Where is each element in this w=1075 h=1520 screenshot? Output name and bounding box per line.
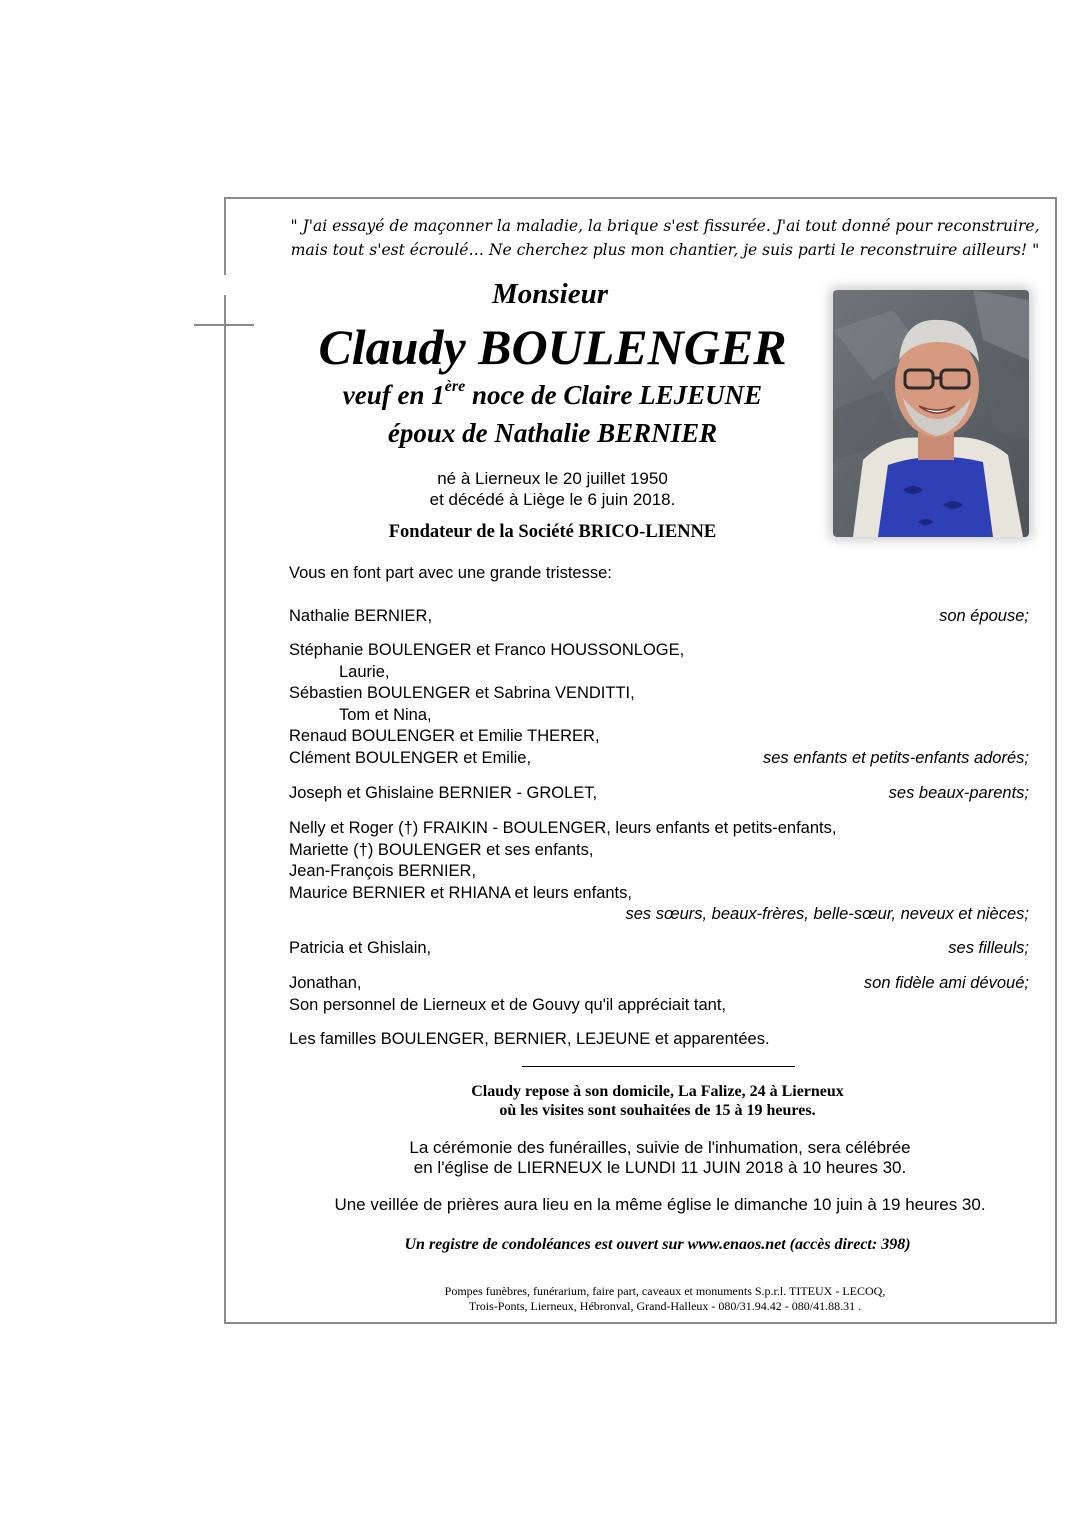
repose-line-1: Claudy repose à son domicile, La Falize, 24 à Lierneux [471, 1083, 844, 1100]
announcement-intro: Vous en font part avec une grande tristesse: [289, 564, 612, 582]
list-item: Renaud BOULENGER et Emilie THERER, [289, 727, 600, 745]
ceremony-line-1: La cérémonie des funérailles, suivie de l'inhumation, sera célébrée [409, 1138, 911, 1157]
list-item: Jean-François BERNIER, [289, 862, 477, 880]
birth-death-dates [280, 468, 825, 510]
family-group-families [289, 1029, 1029, 1051]
list-item: Mariette (†) BOULENGER et ses enfants, [289, 840, 594, 859]
condolence-register: Un registre de condoléances est ouvert sur www.enaos.net (accès direct: 398) [404, 1236, 911, 1253]
family-group-friends [289, 973, 1029, 1016]
list-item: Les familles BOULENGER, BERNIER, LEJEUNE et apparentées. [289, 1030, 770, 1048]
quote-line-2: mais tout s'est écroulé… Ne cherchez plus mon chantier, je suis parti le reconstruire ailleurs! " [290, 241, 1040, 259]
family-group-siblings [289, 818, 1029, 926]
founder-line: Fondateur de la Société BRICO-LIENNE [388, 522, 717, 542]
list-item: Sébastien BOULENGER et Sabrina VENDITTI, [289, 684, 635, 702]
list-item: Joseph et Ghislaine BERNIER - GROLET, ses beaux-parents; [289, 784, 1029, 802]
family-group-spouse [289, 606, 1029, 628]
birth-line: né à Lierneux le 20 juillet 1950 [437, 469, 668, 488]
list-item: ses sœurs, beaux-frères, belle-sœur, neveux et nièces; [625, 905, 1029, 923]
list-item: Jonathan, son fidèle ami dévoué; [289, 974, 1029, 992]
deceased-name: Claudy BOULENGER [318, 319, 787, 375]
cross-arm [194, 324, 254, 326]
list-item: Nathalie BERNIER, son épouse; [289, 607, 1029, 625]
list-item: Laurie, [339, 662, 390, 681]
funeral-home-footer [300, 1284, 1030, 1314]
list-item: Tom et Nina, [339, 705, 432, 724]
epitaph-quote [290, 214, 1040, 262]
separator-line [522, 1066, 795, 1067]
ceremony-line-2: en l'église de LIERNEUX le LUNDI 11 JUIN 2018 à 10 heures 30. [413, 1158, 907, 1177]
second-marriage: époux de Nathalie BERNIER [387, 418, 718, 448]
ceremony-info [280, 1138, 1040, 1178]
list-item: Son personnel de Lierneux et de Gouvy qu'il appréciait tant, [289, 995, 727, 1014]
title-monsieur: Monsieur [491, 278, 609, 310]
list-item: Nelly et Roger (†) FRAIKIN - BOULENGER, leurs enfants et petits-enfants, [289, 819, 837, 837]
list-item: Patricia et Ghislain, ses filleuls; [289, 939, 1029, 957]
list-item: Maurice BERNIER et RHIANA et leurs enfants, [289, 883, 632, 902]
first-marriage: veuf en 1ère noce de Claire LEJEUNE [342, 378, 763, 410]
family-group-godchildren [289, 938, 1029, 960]
family-group-children [289, 640, 1029, 769]
repose-line-2: où les visites sont souhaitées de 15 à 19 heures. [499, 1102, 816, 1119]
family-group-parents-in-law [289, 783, 1029, 805]
vigil-info: Une veillée de prières aura lieu en la même église le dimanche 10 juin à 19 heures 30. [334, 1195, 986, 1214]
quote-line-1: " J'ai essayé de maçonner la maladie, la brique s'est fissurée. J'ai tout donné pour reconstruire, [290, 217, 1040, 235]
footer-line-2: Trois-Ponts, Lierneux, Hébronval, Grand-Halleux - 080/31.94.42 - 080/41.88.31 . [468, 1299, 862, 1313]
repose-info [300, 1082, 1015, 1120]
footer-line-1: Pompes funèbres, funérarium, faire part, caveaux et monuments S.p.r.l. TITEUX - LECOQ, [444, 1284, 886, 1298]
death-line: et décédé à Liège le 6 juin 2018. [429, 490, 676, 509]
list-item: Stéphanie BOULENGER et Franco HOUSSONLOGE, [289, 641, 685, 659]
list-item: Clément BOULENGER et Emilie, ses enfants et petits-enfants adorés; [289, 748, 1029, 767]
portrait-photo [833, 290, 1029, 537]
